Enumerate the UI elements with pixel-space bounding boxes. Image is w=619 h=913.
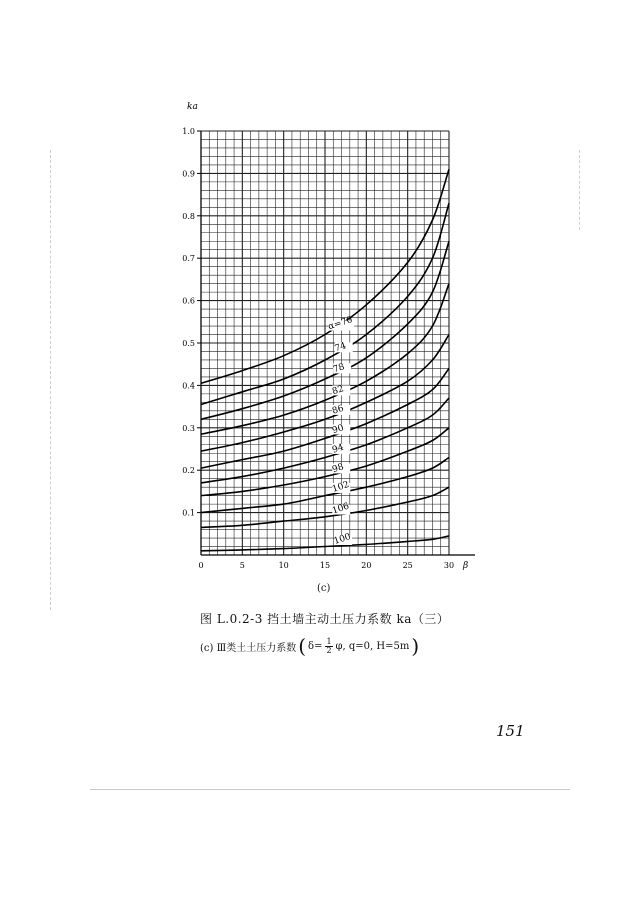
y-tick-label: 0.5 (182, 339, 195, 348)
y-tick-label: 1.0 (182, 127, 195, 136)
half-fraction (325, 638, 332, 655)
series-label-alpha-86: 86 (331, 403, 346, 417)
series-label-alpha-102: 102 (331, 479, 351, 495)
subfigure-label: (c) (317, 583, 331, 594)
series-label-alpha-100: 100 (332, 532, 353, 547)
open-paren: ( (298, 634, 307, 658)
x-axis-label: β (463, 561, 469, 571)
y-tick-label: 0.9 (182, 169, 195, 179)
x-tick-label: 20 (361, 561, 372, 570)
y-tick-label: 0.3 (182, 423, 195, 433)
y-tick-label: 0.2 (182, 466, 195, 476)
subcaption-delta: δ= (308, 640, 323, 652)
y-tick-label: 0.7 (182, 254, 195, 264)
x-tick-label: 30 (443, 561, 455, 570)
page-number: 151 (496, 722, 525, 740)
series-label-alpha-78: 78 (331, 362, 346, 376)
fraction-numerator: 1 (326, 636, 332, 646)
y-tick-label: 0.4 (182, 381, 195, 391)
scan-mark-right (579, 150, 580, 230)
y-tick-label: 0.8 (182, 211, 195, 221)
x-tick-label: 25 (402, 561, 413, 570)
figure-caption: 图 L.0.2-3 挡土墙主动土压力系数 ka（三） (200, 612, 450, 626)
series-label-alpha-90: 90 (331, 423, 346, 437)
scan-line-bottom (90, 789, 570, 790)
y-tick-label: 0.1 (182, 508, 195, 518)
series-label-alpha-70: α=70 (326, 315, 354, 333)
series-label-alpha-94: 94 (331, 442, 346, 456)
series-label-alpha-74: 74 (333, 341, 348, 355)
subcaption-prefix: (c) Ⅲ类土土压力系数 (200, 642, 297, 654)
x-tick-label: 10 (278, 561, 289, 570)
x-tick-label: 0 (198, 561, 204, 570)
fraction-denominator: 2 (326, 645, 332, 655)
y-tick-label: 0.6 (182, 296, 195, 306)
scan-mark-left (50, 150, 51, 610)
series-label-alpha-106: 106 (331, 501, 351, 517)
subcaption-rest: φ, q=0, H=5m (335, 640, 410, 652)
chart-axes (182, 102, 475, 571)
y-axis-label: ka (187, 102, 198, 112)
series-label-alpha-98: 98 (331, 462, 346, 476)
figure-subcaption (200, 636, 419, 656)
close-paren: ) (411, 634, 420, 658)
x-tick-label: 5 (239, 561, 245, 570)
series-label-alpha-82: 82 (331, 384, 346, 398)
x-tick-label: 15 (319, 561, 331, 570)
